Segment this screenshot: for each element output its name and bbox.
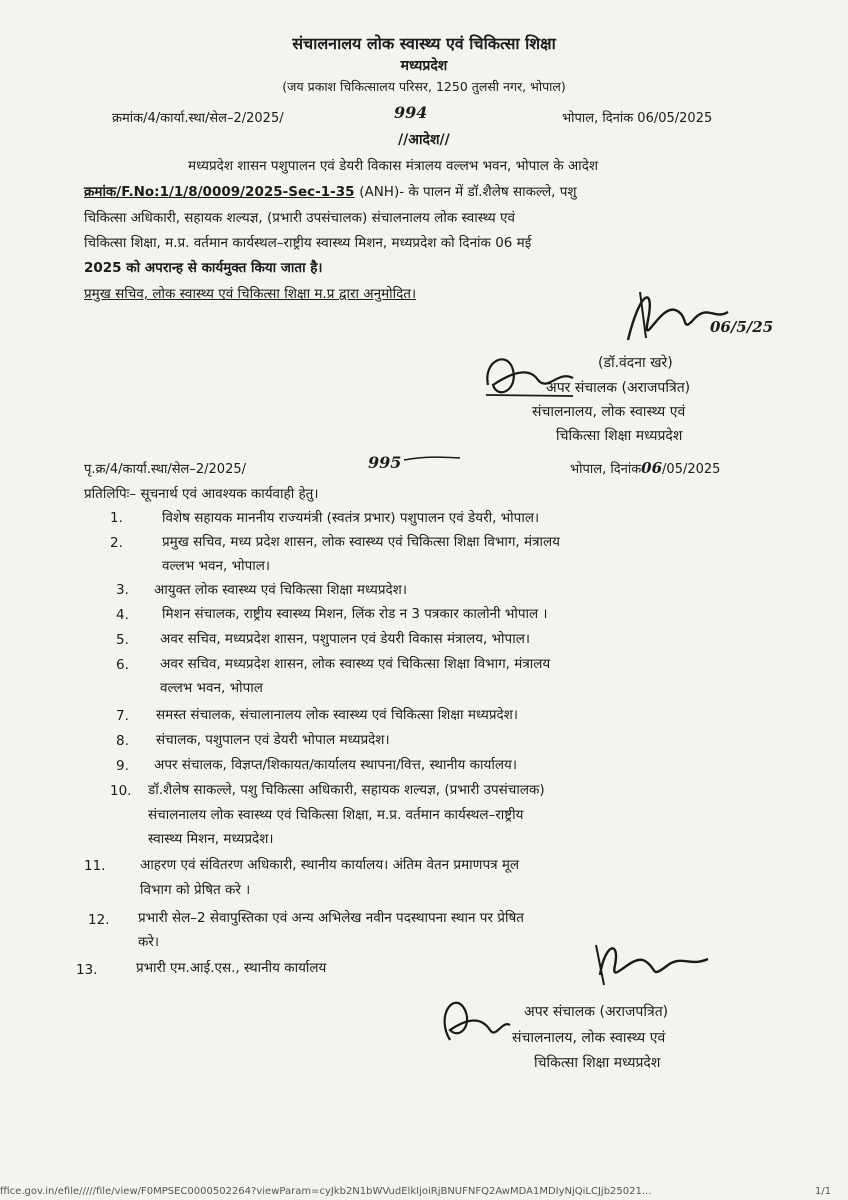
list-number: 8. [116,733,129,749]
list-item-cont: संचालनालय लोक स्वास्थ्य एवं चिकित्सा शिक्षा, म.प्र. वर्तमान कार्यस्थल–राष्ट्रीय [148,807,524,823]
list-item: डॉ.शैलेष साकल्ले, पशु चिकित्सा अधिकारी, सहायक शल्यज्ञ, (प्रभारी उपसंचालक) [148,782,545,798]
list-number: 7. [116,708,129,724]
order-body-line [84,182,577,200]
list-item: विशेष सहायक माननीय राज्यमंत्री (स्वतंत्र प्रभार) पशुपालन एवं डेयरी, भोपाल। [162,510,540,526]
list-item: आयुक्त लोक स्वास्थ्य एवं चिकित्सा शिक्षा मध्यप्रदेश। [154,582,407,598]
order-ref-number: क्रमांक/4/कार्या.स्था/सेल–2/2025/ [112,111,284,126]
handwritten-date: 06/5/25 [710,318,774,336]
copy-intro: प्रतिलिपिः– सूचनार्थ एवं आवश्यक कार्यवाही हेतु। [84,486,319,502]
list-number: 11. [84,858,106,874]
order-place-date: भोपाल, दिनांक 06/05/2025 [562,111,713,126]
list-item: अवर सचिव, मध्यप्रदेश शासन, पशुपालन एवं डेयरी विकास मंत्रालय, भोपाल। [160,631,530,647]
list-item: मिशन संचालक, राष्ट्रीय स्वास्थ्य मिशन, लिंक रोड न 3 पत्रकार कालोनी भोपाल । [162,606,548,622]
list-number: 1. [110,510,123,526]
order-title: //आदेश// [398,132,450,148]
list-item: समस्त संचालक, संचालानालय लोक स्वास्थ्य एवं चिकित्सा शिक्षा मध्यप्रदेश। [156,707,518,723]
copy-date-suffix: /05/2025 [662,462,721,477]
list-item-cont: वल्लभ भवन, भोपाल [160,680,263,696]
list-number: 12. [88,912,110,928]
order-body-line: चिकित्सा अधिकारी, सहायक शल्यज्ञ, (प्रभारी उपसंचालक) संचालनालय लोक स्वास्थ्य एवं [84,210,516,226]
list-item-cont: करे। [138,934,160,950]
number-underline-scribble [364,452,464,476]
copy-place-label: भोपाल, दिनांक [570,462,642,477]
list-item: अपर संचालक, विज्ञप्त/शिकायत/कार्यालय स्थापना/वित्त, स्थानीय कार्यालय। [154,757,517,773]
list-item-cont: स्वास्थ्य मिशन, मध्यप्रदेश। [148,831,274,847]
copy-handwritten-number: 995 [368,453,402,472]
office-heading: संचालनालय लोक स्वास्थ्य एवं चिकित्सा शिक्षा [292,34,556,53]
order-body-text: (ANH)- के पालन में डॉ.शैलेष साकल्ले, पशु [359,184,577,200]
state-heading: मध्यप्रदेश [400,58,448,74]
list-number: 3. [116,582,129,598]
list-item: आहरण एवं संवितरण अधिकारी, स्थानीय कार्यालय। अंतिम वेतन प्रमाणपत्र मूल [140,857,520,873]
order-body-line: चिकित्सा शिक्षा, म.प्र. वर्तमान कार्यस्थल–राष्ट्रीय स्वास्थ्य मिशन, मध्यप्रदेश को दिनांक 06 मई [84,235,532,251]
order-body-line: मध्यप्रदेश शासन पशुपालन एवं डेयरी विकास मंत्रालय वल्लभ भवन, भोपाल के आदेश [188,158,599,174]
list-number: 2. [110,535,123,551]
list-item-cont: विभाग को प्रेषित करे । [140,882,251,898]
list-number: 13. [76,962,98,978]
order-handwritten-number: 994 [394,103,428,122]
list-item: संचालक, पशुपालन एवं डेयरी भोपाल मध्यप्रदेश। [156,732,390,748]
list-number: 9. [116,758,129,774]
list-item-cont: वल्लभ भवन, भोपाल। [162,558,271,574]
list-number: 10. [110,783,132,799]
office-address: (जय प्रकाश चिकित्सालय परिसर, 1250 तुलसी नगर, भोपाल) [282,79,566,94]
order-body-line: 2025 को अपरान्ह से कार्यमुक्त किया जाता है। [84,260,323,276]
signatory-name: (डॉ.वंदना खरे) [598,355,673,371]
signatory-designation: अपर संचालक (अराजपत्रित) [546,380,691,396]
footer-page: 1/1 [815,1186,832,1197]
signature-scribble [590,935,730,995]
signatory-designation: अपर संचालक (अराजपत्रित) [524,1004,669,1020]
footer-url: ffice.gov.in/efile/////file/view/F0MPSEC0000502264?viewParam=cyJkb2N1bWVudElkIjoiRjBNUFNFQ2AwMDA1MDIyNjQiLCJjb25021... [0,1186,652,1197]
govt-order-ref: क्रमांक/F.No:1/1/8/0009/2025-Sec-1-35 [84,184,355,200]
list-number: 6. [116,657,129,673]
signatory-office: संचालनालय, लोक स्वास्थ्य एवं [512,1030,666,1046]
list-item: अवर सचिव, मध्यप्रदेश शासन, लोक स्वास्थ्य एवं चिकित्सा शिक्षा विभाग, मंत्रालय [160,656,551,672]
signatory-office: चिकित्सा शिक्षा मध्यप्रदेश [556,428,683,444]
list-number: 4. [116,607,129,623]
list-item: प्रभारी सेल–2 सेवापुस्तिका एवं अन्य अभिलेख नवीन पदस्थापना स्थान पर प्रेषित [138,910,524,926]
initials-scribble [478,340,588,410]
copy-place-date [570,459,720,477]
list-item: प्रभारी एम.आई.एस., स्थानीय कार्यालय [136,960,327,976]
approval-note: प्रमुख सचिव, लोक स्वास्थ्य एवं चिकित्सा शिक्षा म.प्र द्वारा अनुमोदित। [84,286,417,302]
copy-handwritten-day: 06 [641,459,663,477]
list-number: 5. [116,632,129,648]
signatory-office: चिकित्सा शिक्षा मध्यप्रदेश [534,1055,661,1071]
copy-ref-number: पृ.क्र/4/कार्या.स्था/सेल–2/2025/ [84,462,246,477]
list-item: प्रमुख सचिव, मध्य प्रदेश शासन, लोक स्वास्थ्य एवं चिकित्सा शिक्षा विभाग, मंत्रालय [162,534,561,550]
initials-scribble [430,985,520,1055]
signatory-office: संचालनालय, लोक स्वास्थ्य एवं [532,404,686,420]
